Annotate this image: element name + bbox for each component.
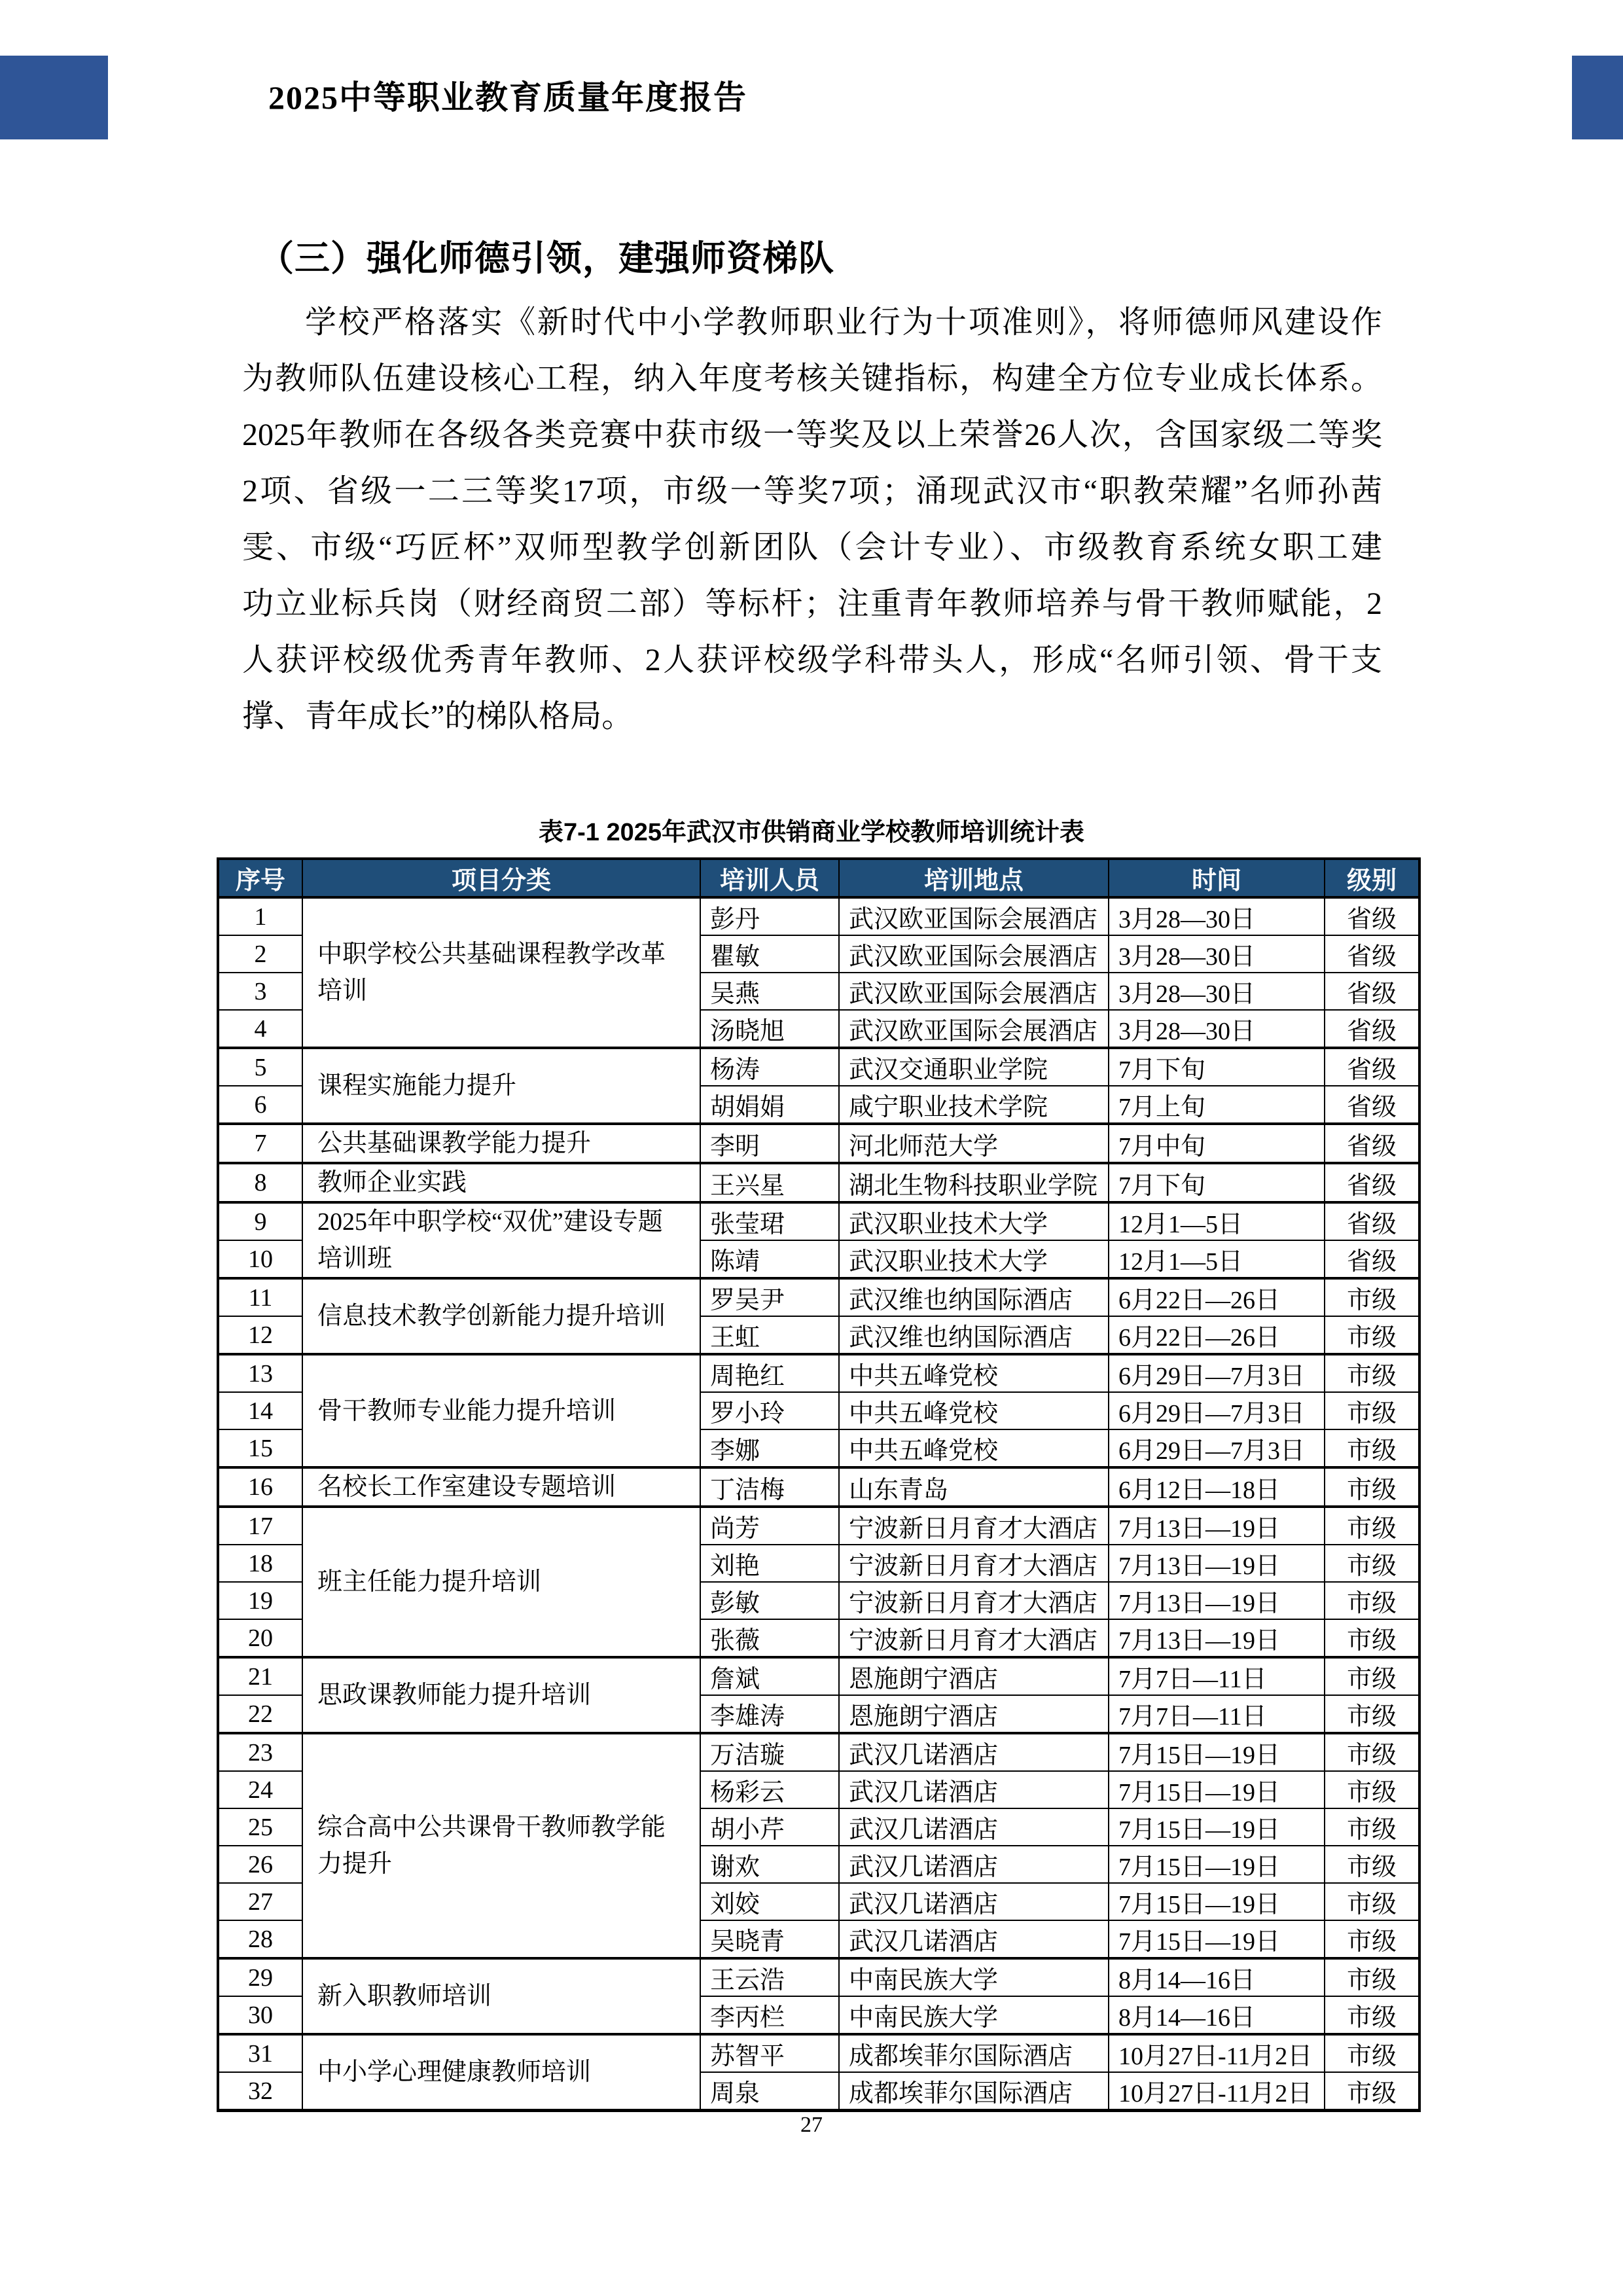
trainee-name: 万洁璇 bbox=[700, 1733, 839, 1771]
training-time: 3月28—30日 bbox=[1109, 1010, 1325, 1048]
paragraph-line: 功立业标兵岗（财经商贸二部）等标杆；注重青年教师培养与骨干教师赋能，2 bbox=[242, 586, 1382, 621]
page-number: 27 bbox=[800, 2113, 823, 2137]
training-venue: 中共五峰党校 bbox=[839, 1429, 1109, 1467]
training-time: 7月15日—19日 bbox=[1109, 1920, 1325, 1958]
trainee-name: 李明 bbox=[700, 1124, 839, 1163]
training-level: 市级 bbox=[1325, 1958, 1419, 1996]
training-time: 7月下旬 bbox=[1109, 1048, 1325, 1086]
training-category: 名校长工作室建设专题培训 bbox=[302, 1467, 700, 1507]
training-venue: 武汉几诺酒店 bbox=[839, 1920, 1109, 1958]
row-number: 19 bbox=[218, 1582, 302, 1619]
column-header-4: 时间 bbox=[1109, 859, 1325, 897]
training-time: 10月27日-11月2日 bbox=[1109, 2034, 1325, 2072]
training-time: 12月1—5日 bbox=[1109, 1240, 1325, 1278]
training-level: 省级 bbox=[1325, 1048, 1419, 1086]
training-venue: 中共五峰党校 bbox=[839, 1392, 1109, 1429]
trainee-name: 瞿敏 bbox=[700, 935, 839, 973]
trainee-name: 胡小芹 bbox=[700, 1808, 839, 1846]
training-venue: 武汉欧亚国际会展酒店 bbox=[839, 1010, 1109, 1048]
trainee-name: 罗吴尹 bbox=[700, 1278, 839, 1316]
training-time: 7月15日—19日 bbox=[1109, 1846, 1325, 1883]
row-number: 1 bbox=[218, 897, 302, 935]
training-venue: 恩施朗宁酒店 bbox=[839, 1695, 1109, 1733]
training-venue: 恩施朗宁酒店 bbox=[839, 1657, 1109, 1695]
training-time: 7月15日—19日 bbox=[1109, 1808, 1325, 1846]
table-row bbox=[218, 1467, 1419, 1507]
trainee-name: 吴燕 bbox=[700, 973, 839, 1010]
training-time: 12月1—5日 bbox=[1109, 1202, 1325, 1240]
training-venue: 山东青岛 bbox=[839, 1467, 1109, 1507]
column-header-1: 项目分类 bbox=[302, 859, 700, 897]
training-category: 课程实施能力提升 bbox=[302, 1048, 700, 1124]
training-time: 8月14—16日 bbox=[1109, 1958, 1325, 1996]
row-number: 8 bbox=[218, 1163, 302, 1202]
training-level: 省级 bbox=[1325, 935, 1419, 973]
training-category: 公共基础课教学能力提升 bbox=[302, 1124, 700, 1163]
table-row bbox=[218, 1048, 1419, 1086]
trainee-name: 周泉 bbox=[700, 2072, 839, 2111]
row-number: 28 bbox=[218, 1920, 302, 1958]
table-row bbox=[218, 1202, 1419, 1240]
training-category: 教师企业实践 bbox=[302, 1163, 700, 1202]
trainee-name: 谢欢 bbox=[700, 1846, 839, 1883]
training-level: 市级 bbox=[1325, 1619, 1419, 1657]
row-number: 31 bbox=[218, 2034, 302, 2072]
training-level: 市级 bbox=[1325, 1808, 1419, 1846]
report-header-title: 2025中等职业教育质量年度报告 bbox=[268, 79, 747, 116]
training-venue: 武汉欧亚国际会展酒店 bbox=[839, 897, 1109, 935]
training-venue: 宁波新日月育才大酒店 bbox=[839, 1619, 1109, 1657]
trainee-name: 詹斌 bbox=[700, 1657, 839, 1695]
paragraph-line: 2025年教师在各级各类竞赛中获市级一等奖及以上荣誉26人次，含国家级二等奖 bbox=[242, 418, 1382, 452]
paragraph-line: 雯、市级“巧匠杯”双师型教学创新团队（会计专业）、市级教育系统女职工建 bbox=[242, 530, 1382, 565]
row-number: 18 bbox=[218, 1545, 302, 1582]
row-number: 22 bbox=[218, 1695, 302, 1733]
trainee-name: 胡娟娟 bbox=[700, 1086, 839, 1124]
training-level: 省级 bbox=[1325, 897, 1419, 935]
training-level: 省级 bbox=[1325, 1240, 1419, 1278]
column-header-0: 序号 bbox=[218, 859, 302, 897]
training-time: 7月中旬 bbox=[1109, 1124, 1325, 1163]
paragraph-line: 2项、省级一二三等奖17项，市级一等奖7项；涌现武汉市“职教荣耀”名师孙茜 bbox=[242, 474, 1382, 509]
column-header-5: 级别 bbox=[1325, 859, 1419, 897]
training-time: 6月22日—26日 bbox=[1109, 1278, 1325, 1316]
training-level: 市级 bbox=[1325, 1920, 1419, 1958]
row-number: 30 bbox=[218, 1996, 302, 2034]
training-time: 7月下旬 bbox=[1109, 1163, 1325, 1202]
row-number: 14 bbox=[218, 1392, 302, 1429]
training-time: 6月12日—18日 bbox=[1109, 1467, 1325, 1507]
training-venue: 宁波新日月育才大酒店 bbox=[839, 1545, 1109, 1582]
paragraph-line: 学校严格落实《新时代中小学教师职业行为十项准则》，将师德师风建设作 bbox=[305, 305, 1382, 340]
body-paragraph bbox=[242, 295, 1382, 745]
training-time: 7月7日—11日 bbox=[1109, 1657, 1325, 1695]
training-level: 省级 bbox=[1325, 1010, 1419, 1048]
row-number: 7 bbox=[218, 1124, 302, 1163]
training-category: 信息技术教学创新能力提升培训 bbox=[302, 1278, 700, 1354]
training-level: 市级 bbox=[1325, 1429, 1419, 1467]
training-venue: 武汉几诺酒店 bbox=[839, 1771, 1109, 1808]
training-category: 思政课教师能力提升培训 bbox=[302, 1657, 700, 1733]
paragraph-line: 撑、青年成长”的梯队格局。 bbox=[242, 699, 633, 734]
trainee-name: 王兴星 bbox=[700, 1163, 839, 1202]
training-category: 新入职教师培训 bbox=[302, 1958, 700, 2034]
training-category: 综合高中公共课骨干教师教学能力提升 bbox=[302, 1733, 700, 1958]
row-number: 12 bbox=[218, 1316, 302, 1354]
row-number: 11 bbox=[218, 1278, 302, 1316]
paragraph-line: 为教师队伍建设核心工程，纳入年度考核关键指标，构建全方位专业成长体系。 bbox=[242, 361, 1382, 396]
row-number: 5 bbox=[218, 1048, 302, 1086]
table-row bbox=[218, 1958, 1419, 1996]
training-level: 市级 bbox=[1325, 1507, 1419, 1545]
table-title: 表7-1 2025年武汉市供销商业学校教师培训统计表 bbox=[538, 819, 1085, 846]
training-category: 中小学心理健康教师培训 bbox=[302, 2034, 700, 2111]
row-number: 3 bbox=[218, 973, 302, 1010]
training-venue: 武汉欧亚国际会展酒店 bbox=[839, 935, 1109, 973]
trainee-name: 尚芳 bbox=[700, 1507, 839, 1545]
training-time: 7月13日—19日 bbox=[1109, 1545, 1325, 1582]
row-number: 24 bbox=[218, 1771, 302, 1808]
row-number: 9 bbox=[218, 1202, 302, 1240]
trainee-name: 杨彩云 bbox=[700, 1771, 839, 1808]
trainee-name: 张莹珺 bbox=[700, 1202, 839, 1240]
training-level: 市级 bbox=[1325, 1278, 1419, 1316]
training-level: 市级 bbox=[1325, 2072, 1419, 2111]
training-category: 骨干教师专业能力提升培训 bbox=[302, 1354, 700, 1467]
training-time: 7月15日—19日 bbox=[1109, 1771, 1325, 1808]
training-time: 7月15日—19日 bbox=[1109, 1733, 1325, 1771]
training-venue: 成都埃菲尔国际酒店 bbox=[839, 2034, 1109, 2072]
row-number: 25 bbox=[218, 1808, 302, 1846]
training-venue: 中共五峰党校 bbox=[839, 1354, 1109, 1392]
trainee-name: 李娜 bbox=[700, 1429, 839, 1467]
training-level: 市级 bbox=[1325, 1771, 1419, 1808]
training-time: 10月27日-11月2日 bbox=[1109, 2072, 1325, 2111]
table-body bbox=[218, 897, 1419, 2111]
trainee-name: 丁洁梅 bbox=[700, 1467, 839, 1507]
row-number: 32 bbox=[218, 2072, 302, 2111]
training-venue: 河北师范大学 bbox=[839, 1124, 1109, 1163]
table-row bbox=[218, 1278, 1419, 1316]
training-level: 市级 bbox=[1325, 1657, 1419, 1695]
row-number: 20 bbox=[218, 1619, 302, 1657]
paragraph-line: 人获评校级优秀青年教师、2人获评校级学科带头人，形成“名师引领、骨干支 bbox=[242, 643, 1382, 677]
training-level: 省级 bbox=[1325, 1086, 1419, 1124]
table-header-row bbox=[218, 859, 1419, 897]
training-venue: 武汉几诺酒店 bbox=[839, 1808, 1109, 1846]
trainee-name: 彭丹 bbox=[700, 897, 839, 935]
table-row bbox=[218, 1163, 1419, 1202]
teacher-training-table bbox=[217, 857, 1421, 2112]
table-row bbox=[218, 2034, 1419, 2072]
training-level: 市级 bbox=[1325, 1545, 1419, 1582]
trainee-name: 王云浩 bbox=[700, 1958, 839, 1996]
training-level: 市级 bbox=[1325, 1883, 1419, 1920]
row-number: 2 bbox=[218, 935, 302, 973]
table-row bbox=[218, 1657, 1419, 1695]
training-category: 2025年中职学校“双优”建设专题培训班 bbox=[302, 1202, 700, 1278]
table-row bbox=[218, 1733, 1419, 1771]
training-venue: 咸宁职业技术学院 bbox=[839, 1086, 1109, 1124]
training-level: 省级 bbox=[1325, 1202, 1419, 1240]
training-time: 7月13日—19日 bbox=[1109, 1507, 1325, 1545]
training-level: 市级 bbox=[1325, 1996, 1419, 2034]
training-time: 6月22日—26日 bbox=[1109, 1316, 1325, 1354]
training-level: 市级 bbox=[1325, 1582, 1419, 1619]
row-number: 26 bbox=[218, 1846, 302, 1883]
training-category: 班主任能力提升培训 bbox=[302, 1507, 700, 1657]
row-number: 21 bbox=[218, 1657, 302, 1695]
training-time: 7月7日—11日 bbox=[1109, 1695, 1325, 1733]
trainee-name: 刘姣 bbox=[700, 1883, 839, 1920]
table-row bbox=[218, 1354, 1419, 1392]
row-number: 29 bbox=[218, 1958, 302, 1996]
training-venue: 武汉几诺酒店 bbox=[839, 1733, 1109, 1771]
training-venue: 武汉几诺酒店 bbox=[839, 1883, 1109, 1920]
training-venue: 武汉职业技术大学 bbox=[839, 1240, 1109, 1278]
trainee-name: 李丙栏 bbox=[700, 1996, 839, 2034]
trainee-name: 苏智平 bbox=[700, 2034, 839, 2072]
training-level: 市级 bbox=[1325, 1846, 1419, 1883]
training-level: 市级 bbox=[1325, 1695, 1419, 1733]
trainee-name: 王虹 bbox=[700, 1316, 839, 1354]
training-venue: 武汉交通职业学院 bbox=[839, 1048, 1109, 1086]
training-venue: 武汉几诺酒店 bbox=[839, 1846, 1109, 1883]
training-time: 7月上旬 bbox=[1109, 1086, 1325, 1124]
training-level: 市级 bbox=[1325, 1354, 1419, 1392]
training-time: 6月29日—7月3日 bbox=[1109, 1392, 1325, 1429]
table-row bbox=[218, 897, 1419, 935]
training-level: 市级 bbox=[1325, 2034, 1419, 2072]
row-number: 27 bbox=[218, 1883, 302, 1920]
row-number: 23 bbox=[218, 1733, 302, 1771]
trainee-name: 周艳红 bbox=[700, 1354, 839, 1392]
training-category: 中职学校公共基础课程教学改革培训 bbox=[302, 897, 700, 1048]
training-venue: 武汉职业技术大学 bbox=[839, 1202, 1109, 1240]
row-number: 13 bbox=[218, 1354, 302, 1392]
trainee-name: 彭敏 bbox=[700, 1582, 839, 1619]
training-time: 7月13日—19日 bbox=[1109, 1619, 1325, 1657]
training-venue: 武汉维也纳国际酒店 bbox=[839, 1278, 1109, 1316]
training-venue: 武汉维也纳国际酒店 bbox=[839, 1316, 1109, 1354]
row-number: 15 bbox=[218, 1429, 302, 1467]
section-heading: （三）强化师德引领，建强师资梯队 bbox=[259, 239, 834, 278]
column-header-2: 培训人员 bbox=[700, 859, 839, 897]
training-venue: 成都埃菲尔国际酒店 bbox=[839, 2072, 1109, 2111]
trainee-name: 吴晓青 bbox=[700, 1920, 839, 1958]
training-level: 市级 bbox=[1325, 1733, 1419, 1771]
trainee-name: 汤晓旭 bbox=[700, 1010, 839, 1048]
row-number: 10 bbox=[218, 1240, 302, 1278]
training-level: 省级 bbox=[1325, 973, 1419, 1010]
training-level: 市级 bbox=[1325, 1392, 1419, 1429]
trainee-name: 罗小玲 bbox=[700, 1392, 839, 1429]
header-left-accent-bar bbox=[0, 56, 108, 139]
training-level: 市级 bbox=[1325, 1467, 1419, 1507]
training-time: 8月14—16日 bbox=[1109, 1996, 1325, 2034]
training-venue: 宁波新日月育才大酒店 bbox=[839, 1582, 1109, 1619]
training-level: 省级 bbox=[1325, 1124, 1419, 1163]
training-time: 7月15日—19日 bbox=[1109, 1883, 1325, 1920]
training-level: 市级 bbox=[1325, 1316, 1419, 1354]
row-number: 16 bbox=[218, 1467, 302, 1507]
row-number: 6 bbox=[218, 1086, 302, 1124]
row-number: 17 bbox=[218, 1507, 302, 1545]
training-time: 3月28—30日 bbox=[1109, 897, 1325, 935]
training-time: 7月13日—19日 bbox=[1109, 1582, 1325, 1619]
training-venue: 中南民族大学 bbox=[839, 1996, 1109, 2034]
header-right-accent-bar bbox=[1572, 56, 1623, 139]
column-header-3: 培训地点 bbox=[839, 859, 1109, 897]
trainee-name: 李雄涛 bbox=[700, 1695, 839, 1733]
training-time: 3月28—30日 bbox=[1109, 973, 1325, 1010]
trainee-name: 杨涛 bbox=[700, 1048, 839, 1086]
trainee-name: 刘艳 bbox=[700, 1545, 839, 1582]
training-venue: 中南民族大学 bbox=[839, 1958, 1109, 1996]
table-row bbox=[218, 1507, 1419, 1545]
trainee-name: 张薇 bbox=[700, 1619, 839, 1657]
training-time: 6月29日—7月3日 bbox=[1109, 1354, 1325, 1392]
table-row bbox=[218, 1124, 1419, 1163]
trainee-name: 陈靖 bbox=[700, 1240, 839, 1278]
training-venue: 湖北生物科技职业学院 bbox=[839, 1163, 1109, 1202]
training-time: 3月28—30日 bbox=[1109, 935, 1325, 973]
row-number: 4 bbox=[218, 1010, 302, 1048]
training-venue: 宁波新日月育才大酒店 bbox=[839, 1507, 1109, 1545]
training-level: 省级 bbox=[1325, 1163, 1419, 1202]
training-venue: 武汉欧亚国际会展酒店 bbox=[839, 973, 1109, 1010]
training-time: 6月29日—7月3日 bbox=[1109, 1429, 1325, 1467]
